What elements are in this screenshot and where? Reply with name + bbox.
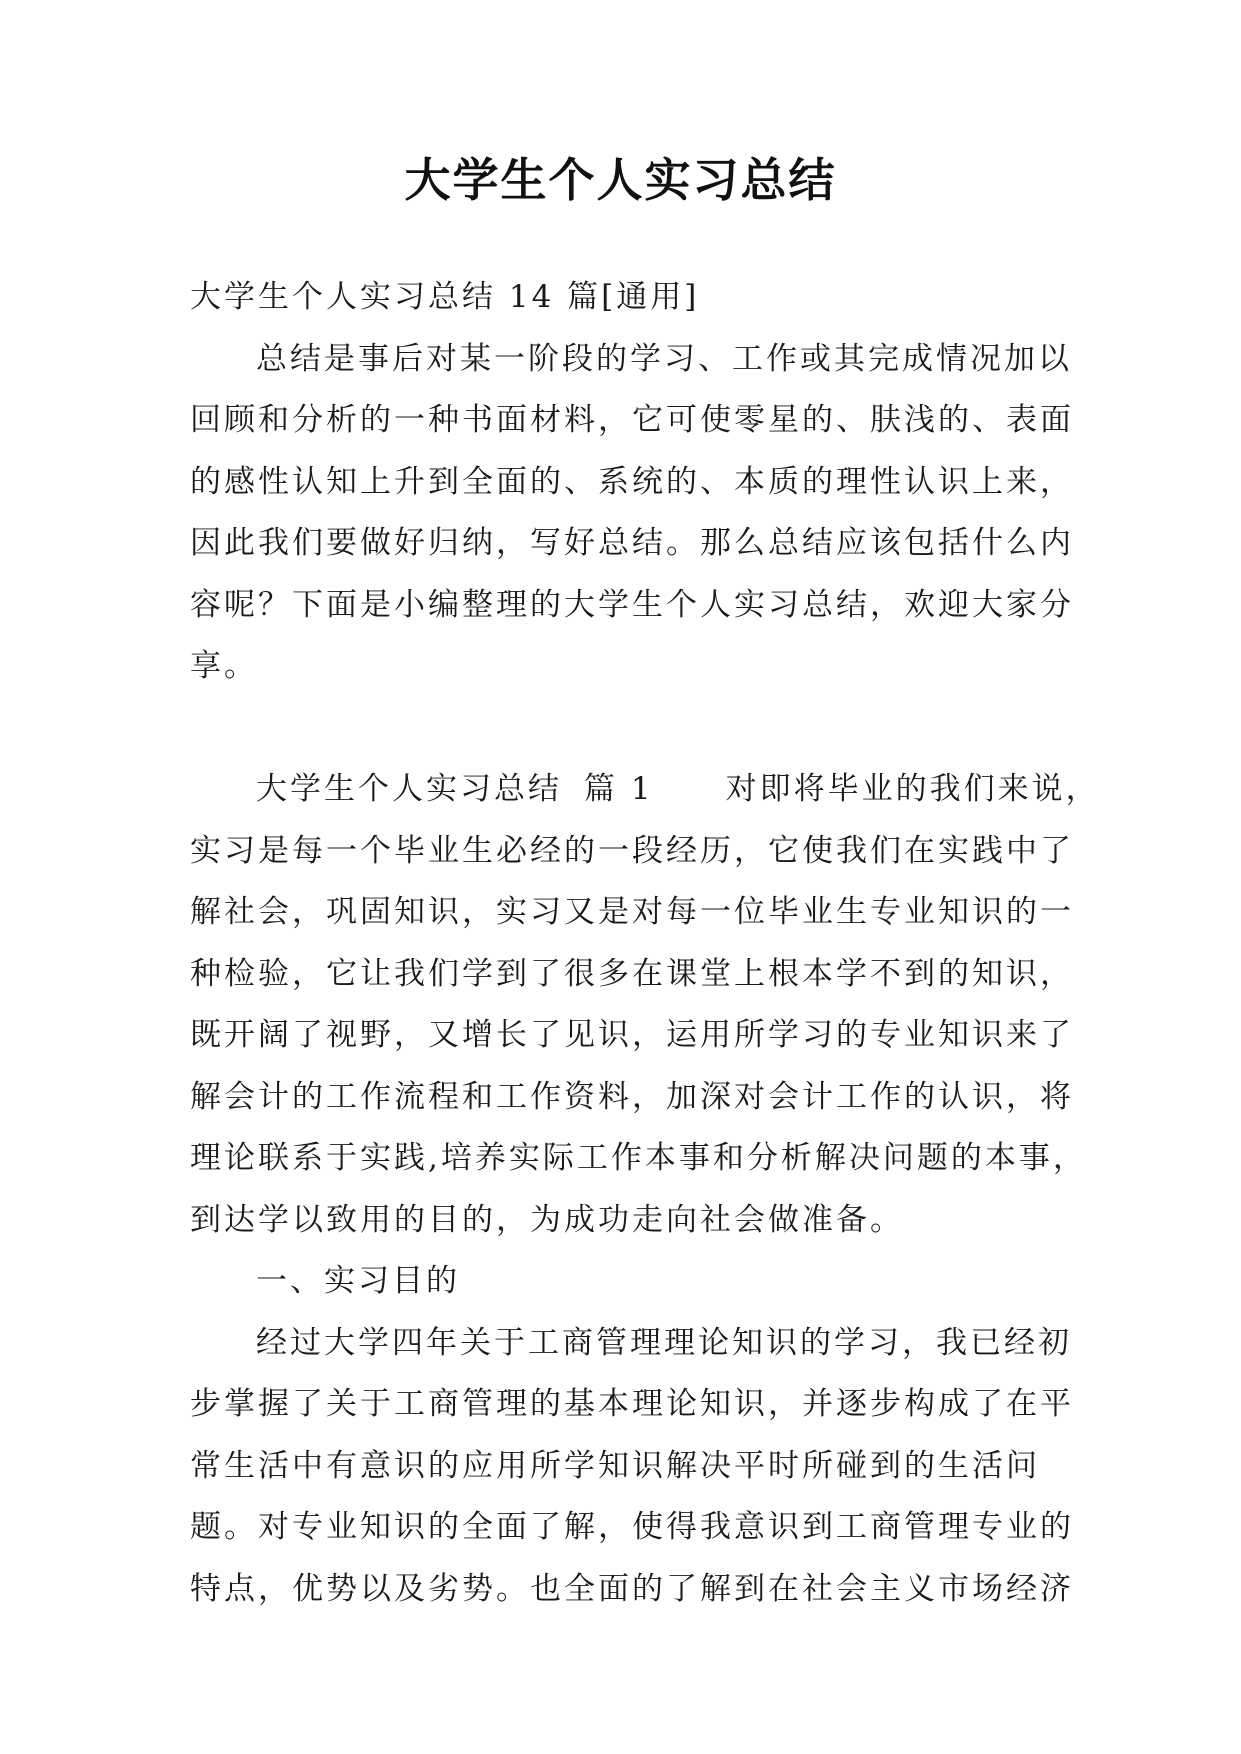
section-line: 特点，优势以及劣势。也全面的了解到在社会主义市场经济	[190, 1570, 1074, 1607]
article-line: 既开阔了视野，又增长了见识，运用所学习的专业知识来了	[190, 1017, 1074, 1053]
section-line: 题。对专业知识的全面了解，使得我意识到工商管理专业的	[190, 1509, 1074, 1545]
document-title: 大学生个人实习总结	[404, 153, 837, 207]
article-line: 解会计的工作流程和工作资料，加深对会计工作的认识，将	[190, 1078, 1074, 1115]
article-part-label: 篇 1	[584, 771, 654, 807]
article-heading: 大学生个人实习总结	[256, 771, 562, 807]
intro-line: 总结是事后对某一阶段的学习、工作或其完成情况加以	[256, 340, 1072, 377]
article-line: 理论联系于实践,培养实际工作本事和分析解决问题的本事，	[190, 1140, 1087, 1176]
intro-line: 的感性认知上升到全面的、系统的、本质的理性认识上来，	[190, 463, 1074, 500]
section-line: 经过大学四年关于工商管理理论知识的学习，我已经初	[256, 1324, 1072, 1361]
paragraph-spacer	[190, 698, 1070, 760]
article-first-line: 对即将毕业的我们来说，	[725, 771, 1100, 807]
section-heading: 一、实习目的	[256, 1263, 460, 1299]
article-line: 到达学以致用的目的，为成功走向社会做准备。	[190, 1201, 904, 1238]
section-line: 步掌握了关于工商管理的基本理论知识，并逐步构成了在平	[190, 1386, 1074, 1422]
intro-line: 因此我们要做好归纳，写好总结。那么总结应该包括什么内	[190, 525, 1074, 561]
document-body	[190, 267, 1100, 1620]
article-line: 种检验，它让我们学到了很多在课堂上根本学不到的知识，	[190, 955, 1074, 992]
document-subtitle: 大学生个人实习总结 14 篇[通用]	[190, 279, 700, 315]
intro-line: 回顾和分析的一种书面材料，它可使零星的、肤浅的、表面	[190, 402, 1074, 438]
article-line: 实习是每一个毕业生必经的一段经历，它使我们在实践中了	[190, 832, 1074, 869]
article-line: 解社会，巩固知识，实习又是对每一位毕业生专业知识的一	[190, 894, 1074, 930]
article-heading-line	[190, 759, 1100, 821]
intro-line: 容呢？下面是小编整理的大学生个人实习总结，欢迎大家分	[190, 586, 1074, 623]
section-line: 常生活中有意识的应用所学知识解决平时所碰到的生活问	[190, 1447, 1040, 1484]
intro-line: 享。	[190, 648, 258, 684]
